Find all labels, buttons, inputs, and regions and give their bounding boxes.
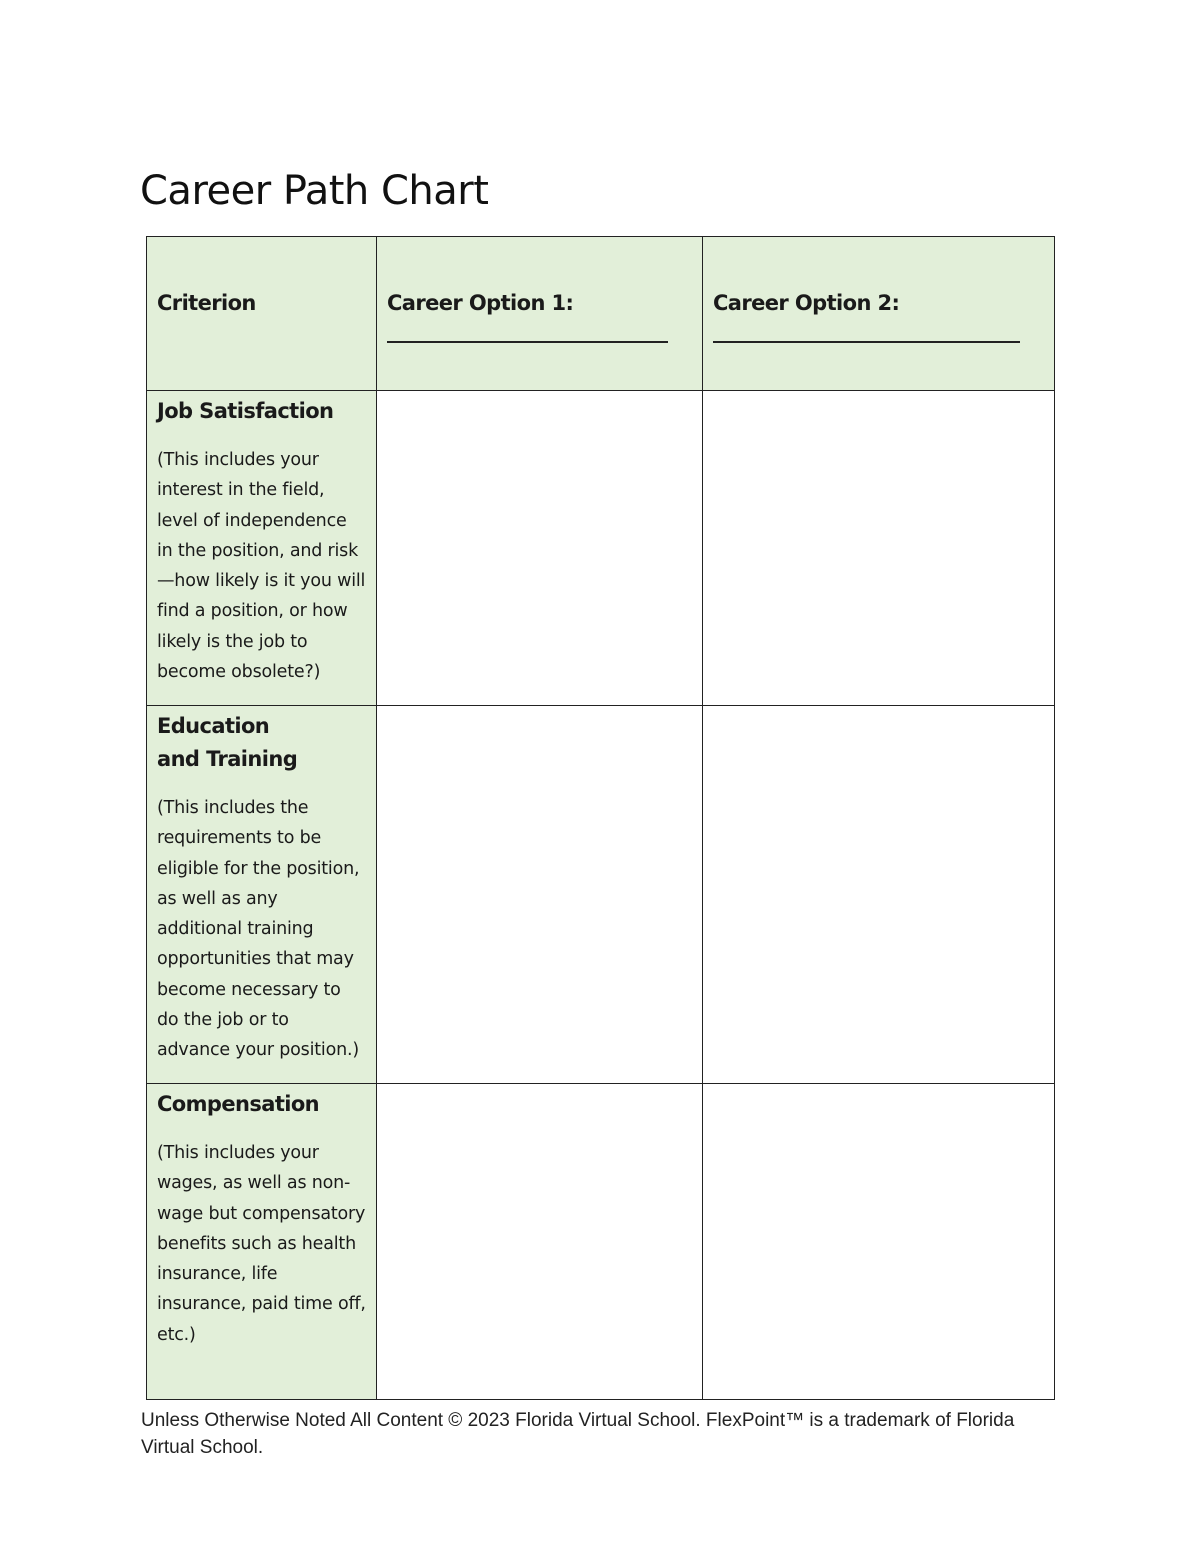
job-satisfaction-option-2-cell[interactable] — [703, 391, 1055, 706]
copyright-footer: Unless Otherwise Noted All Content © 2023 Florida Virtual School. FlexPoint™ is a trademark of Florida Virtual School. — [141, 1410, 1015, 1458]
criterion-title: Education and Training — [157, 714, 298, 771]
table-header-row — [147, 237, 1055, 391]
criterion-description: (This includes the requirements to be eligible for the position, as well as any additional training opportunities that may become necessary to do the job or to advance your position.) — [157, 798, 360, 1061]
criterion-cell-job-satisfaction — [147, 391, 377, 706]
career-path-table — [146, 236, 1055, 1400]
criterion-description: (This includes your wages, as well as non-wage but compensatory benefits such as health insurance, life insurance, paid time off, etc.) — [157, 1143, 366, 1345]
job-satisfaction-option-1-cell[interactable] — [377, 391, 703, 706]
compensation-option-2-cell[interactable] — [703, 1084, 1055, 1400]
compensation-option-1-cell[interactable] — [377, 1084, 703, 1400]
header-criterion — [147, 237, 377, 391]
career-option-2-name-blank[interactable] — [713, 341, 1020, 343]
career-option-1-name-blank[interactable] — [387, 341, 668, 343]
header-criterion-label: Criterion — [157, 291, 256, 315]
page-title: Career Path Chart — [140, 168, 489, 214]
table-row — [147, 706, 1055, 1084]
table-row — [147, 391, 1055, 706]
criterion-title: Job Satisfaction — [157, 399, 334, 423]
criterion-cell-education-training — [147, 706, 377, 1084]
table-row — [147, 1084, 1055, 1400]
header-career-option-1 — [377, 237, 703, 391]
header-career-option-1-label: Career Option 1: — [387, 291, 574, 315]
header-career-option-2 — [703, 237, 1055, 391]
education-training-option-1-cell[interactable] — [377, 706, 703, 1084]
header-career-option-2-label: Career Option 2: — [713, 291, 900, 315]
criterion-title: Compensation — [157, 1092, 320, 1116]
criterion-description: (This includes your interest in the field, level of independence in the position, and risk—how likely is it you will find a position, or how likely is the job to become obsolete?) — [157, 450, 366, 683]
criterion-cell-compensation — [147, 1084, 377, 1400]
education-training-option-2-cell[interactable] — [703, 706, 1055, 1084]
